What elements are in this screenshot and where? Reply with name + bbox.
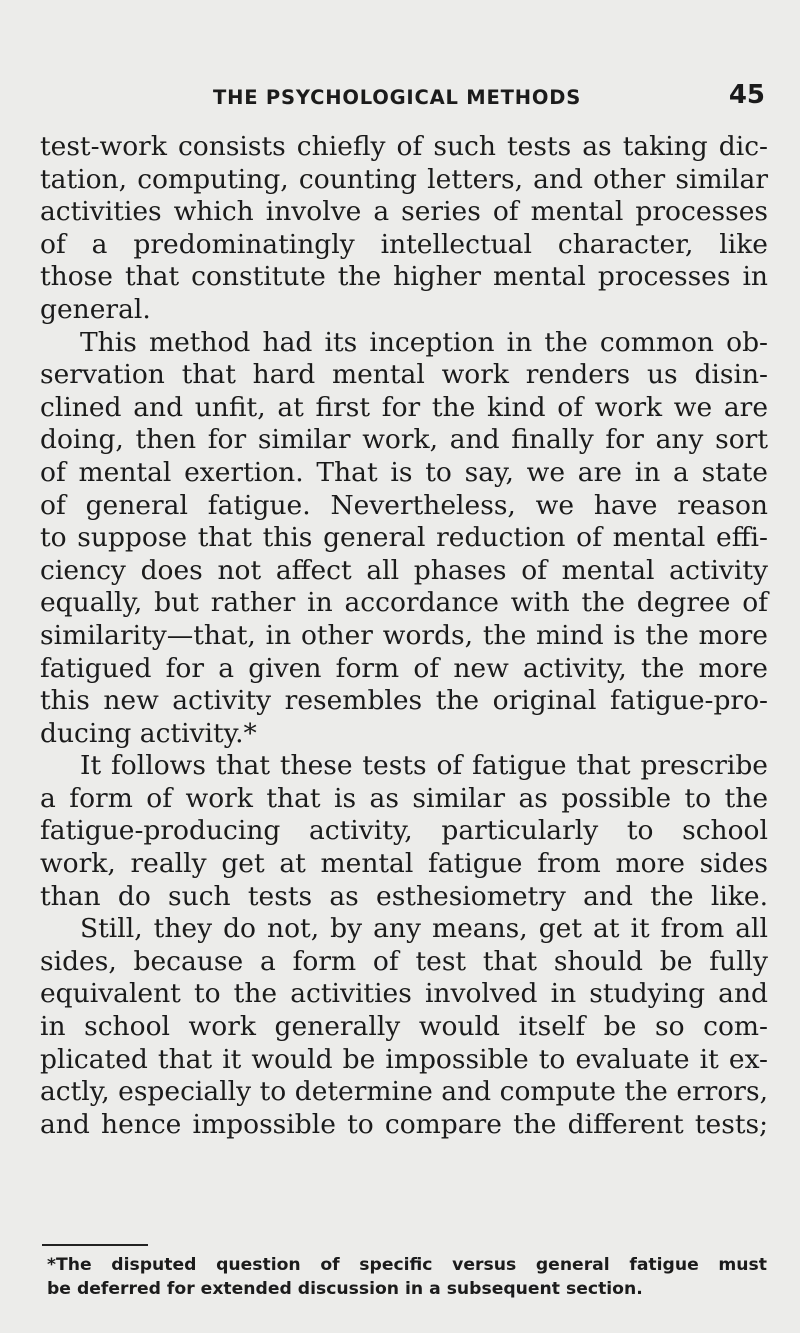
- body-text: [40, 131, 768, 1141]
- text-line: fatigued for a given form of new activity, the more: [40, 652, 768, 684]
- text-line: test-work consists chiefly of such tests as taking dic-: [40, 131, 768, 162]
- page-header: [0, 80, 800, 116]
- text-line: of mental exertion. That is to say, we are in a state: [40, 456, 768, 488]
- text-line: clined and unfit, at first for the kind of work we are: [40, 391, 768, 423]
- text-line: actly, especially to determine and compute the errors,: [40, 1076, 768, 1108]
- text-line: this new activity resembles the original fatigue-pro-: [40, 685, 768, 717]
- text-line: to suppose that this general reduction of mental effi-: [40, 522, 768, 554]
- text-line: ducing activity.*: [40, 717, 257, 749]
- text-line: doing, then for similar work, and finally for any sort: [40, 424, 768, 456]
- text-line: general.: [40, 293, 151, 325]
- footnote: [47, 1254, 767, 1301]
- text-line: than do such tests as esthesiometry and the like.: [40, 880, 768, 912]
- text-line: This method had its inception in the common ob-: [80, 326, 768, 358]
- text-line: Still, they do not, by any means, get at it from all: [80, 913, 768, 945]
- text-line: fatigue-producing activity, particularly to school: [40, 815, 768, 847]
- text-line: servation that hard mental work renders us disin-: [40, 359, 768, 391]
- text-line: plicated that it would be impossible to evaluate it ex-: [40, 1043, 768, 1075]
- text-line: equivalent to the activities involved in studying and: [40, 978, 768, 1010]
- footnote-line: be deferred for extended discussion in a subsequent section.: [47, 1278, 643, 1299]
- text-line: It follows that these tests of fatigue that prescribe: [80, 750, 768, 782]
- running-head: THE PSYCHOLOGICAL METHODS: [213, 86, 582, 109]
- text-line: those that constitute the higher mental processes in: [40, 261, 768, 293]
- text-line: tation, computing, counting letters, and other similar: [40, 163, 768, 195]
- text-line: similarity—that, in other words, the mind is the more: [40, 619, 768, 651]
- text-line: sides, because a form of test that should be fully: [40, 945, 768, 977]
- text-line: and hence impossible to compare the different tests;: [40, 1108, 768, 1140]
- footnote-rule: [42, 1244, 148, 1246]
- text-line: work, really get at mental fatigue from more sides: [40, 848, 768, 880]
- footnote-line: *The disputed question of specific versus general fatigue must: [47, 1255, 767, 1275]
- text-line: in school work generally would itself be so com-: [40, 1011, 768, 1043]
- text-line: ciency does not affect all phases of mental activity: [40, 554, 768, 586]
- page-number: 45: [728, 80, 765, 110]
- text-line: a form of work that is as similar as possible to the: [40, 782, 768, 814]
- text-line: of a predominatingly intellectual character, like: [40, 228, 768, 260]
- text-line: equally, but rather in accordance with the degree of: [40, 587, 768, 619]
- text-line: activities which involve a series of mental processes: [40, 196, 768, 228]
- text-line: of general fatigue. Nevertheless, we have reason: [40, 489, 768, 521]
